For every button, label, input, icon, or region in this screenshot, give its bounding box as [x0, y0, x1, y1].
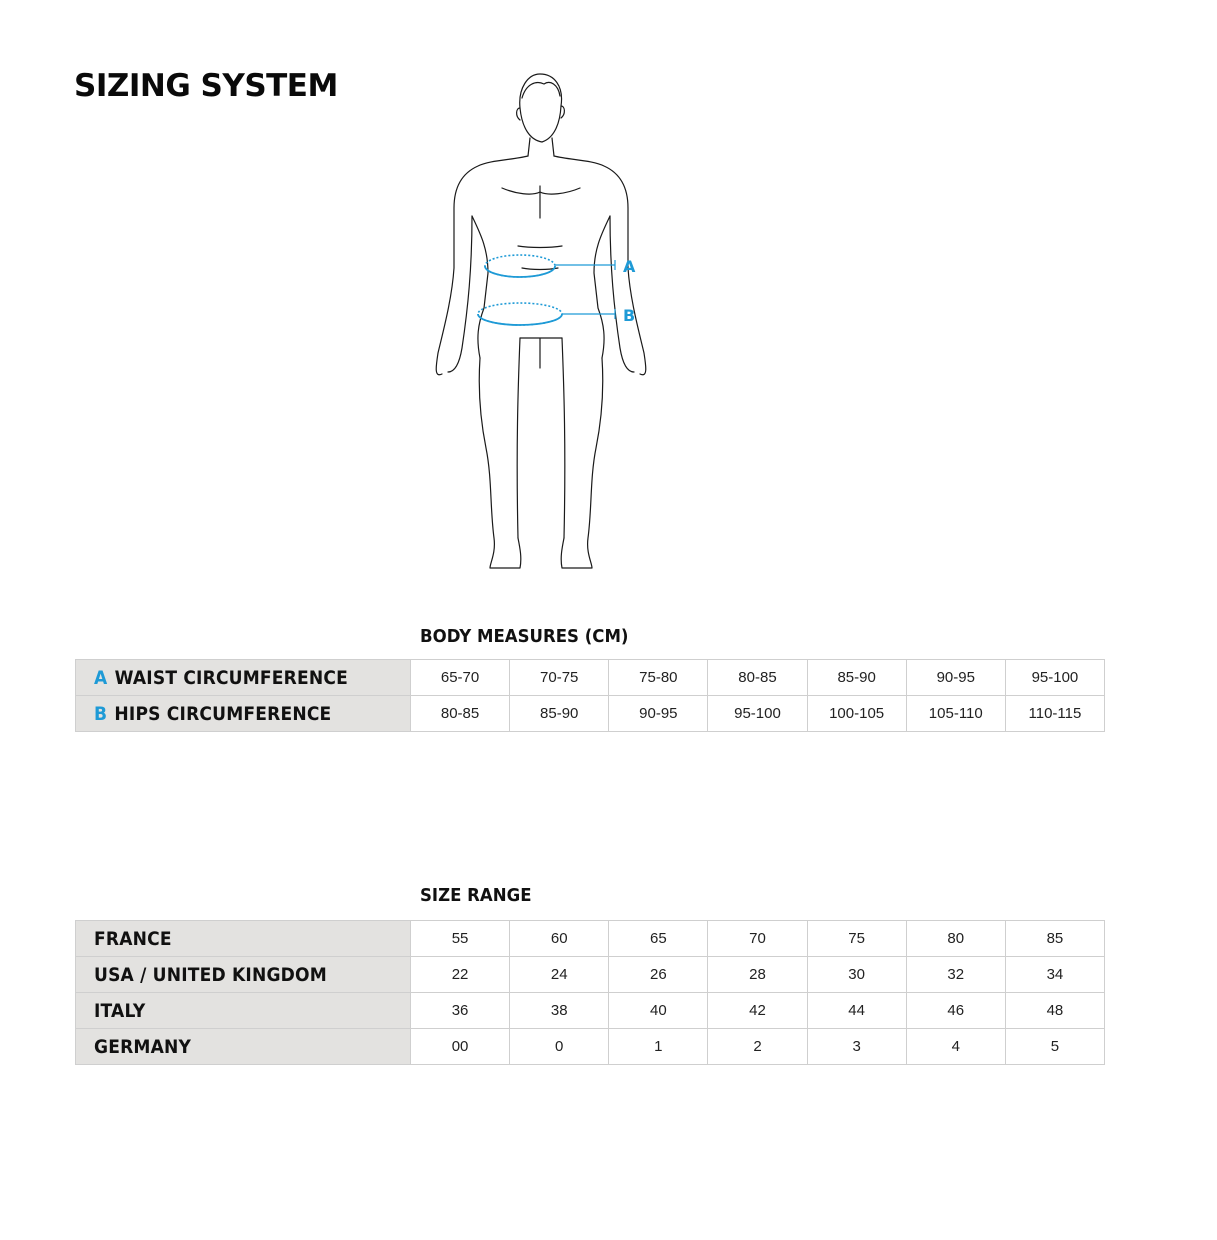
body-measures-cell: 65-70: [411, 660, 510, 696]
size-range-cell: 2: [708, 1029, 807, 1065]
size-range-cell: 34: [1005, 957, 1104, 993]
size-range-cell: 46: [906, 993, 1005, 1029]
body-outline: [436, 74, 646, 568]
size-range-row-label: ITALY: [94, 999, 146, 1022]
size-range-row: [76, 957, 1105, 993]
body-figure-illustration: [420, 68, 660, 580]
size-range-cell: 42: [708, 993, 807, 1029]
measure-letter: B: [94, 702, 108, 725]
page-title: SIZING SYSTEM: [74, 68, 338, 104]
size-range-cell: 44: [807, 993, 906, 1029]
size-range-row-header: [76, 1029, 411, 1065]
size-range-row-label: GERMANY: [94, 1035, 192, 1058]
size-range-title: SIZE RANGE: [420, 885, 532, 906]
body-measures-cell: 80-85: [411, 696, 510, 732]
body-measures-cell: 105-110: [906, 696, 1005, 732]
body-measures-row: [76, 660, 1105, 696]
size-range-row-header: [76, 993, 411, 1029]
body-measures-title: BODY MEASURES (CM): [420, 626, 629, 647]
size-range-row-header: [76, 921, 411, 957]
size-range-cell: 26: [609, 957, 708, 993]
size-range-cell: 75: [807, 921, 906, 957]
size-range-cell: 38: [510, 993, 609, 1029]
body-measures-cell: 90-95: [906, 660, 1005, 696]
size-range-cell: 28: [708, 957, 807, 993]
size-range-cell: 36: [411, 993, 510, 1029]
size-range-cell: 85: [1005, 921, 1104, 957]
body-measures-cell: 85-90: [510, 696, 609, 732]
size-range-row: [76, 993, 1105, 1029]
measure-letter: A: [94, 666, 108, 689]
size-range-row: [76, 921, 1105, 957]
body-measures-row-label: WAIST CIRCUMFERENCE: [114, 666, 348, 689]
size-range-cell: 32: [906, 957, 1005, 993]
size-range-cell: 0: [510, 1029, 609, 1065]
body-measures-cell: 95-100: [1005, 660, 1104, 696]
body-measures-cell: 85-90: [807, 660, 906, 696]
size-range-cell: 5: [1005, 1029, 1104, 1065]
size-range-cell: 30: [807, 957, 906, 993]
size-range-row-label: FRANCE: [94, 927, 172, 950]
size-range-row: [76, 1029, 1105, 1065]
size-range-cell: 80: [906, 921, 1005, 957]
body-measures-table: [75, 659, 1105, 732]
marker-a-label: A: [623, 257, 636, 276]
body-measures-cell: 75-80: [609, 660, 708, 696]
body-measures-row-label: HIPS CIRCUMFERENCE: [114, 702, 332, 725]
size-range-cell: 22: [411, 957, 510, 993]
size-range-cell: 60: [510, 921, 609, 957]
hips-measure-band: [478, 303, 615, 325]
size-range-cell: 00: [411, 1029, 510, 1065]
size-range-table: [75, 920, 1105, 1065]
marker-b-label: B: [623, 306, 636, 325]
body-measures-cell: 100-105: [807, 696, 906, 732]
body-measures-row-header: [76, 660, 411, 696]
size-range-cell: 65: [609, 921, 708, 957]
size-range-cell: 55: [411, 921, 510, 957]
size-range-cell: 4: [906, 1029, 1005, 1065]
body-measures-cell: 80-85: [708, 660, 807, 696]
size-range-cell: 24: [510, 957, 609, 993]
size-range-cell: 70: [708, 921, 807, 957]
size-range-cell: 1: [609, 1029, 708, 1065]
body-measures-cell: 70-75: [510, 660, 609, 696]
body-measures-cell: 95-100: [708, 696, 807, 732]
body-measures-cell: 110-115: [1005, 696, 1104, 732]
size-range-row-header: [76, 957, 411, 993]
size-range-row-label: USA / UNITED KINGDOM: [94, 963, 327, 986]
body-measures-cell: 90-95: [609, 696, 708, 732]
body-measures-row: [76, 696, 1105, 732]
body-measures-row-header: [76, 696, 411, 732]
size-range-cell: 48: [1005, 993, 1104, 1029]
size-range-cell: 3: [807, 1029, 906, 1065]
size-range-cell: 40: [609, 993, 708, 1029]
